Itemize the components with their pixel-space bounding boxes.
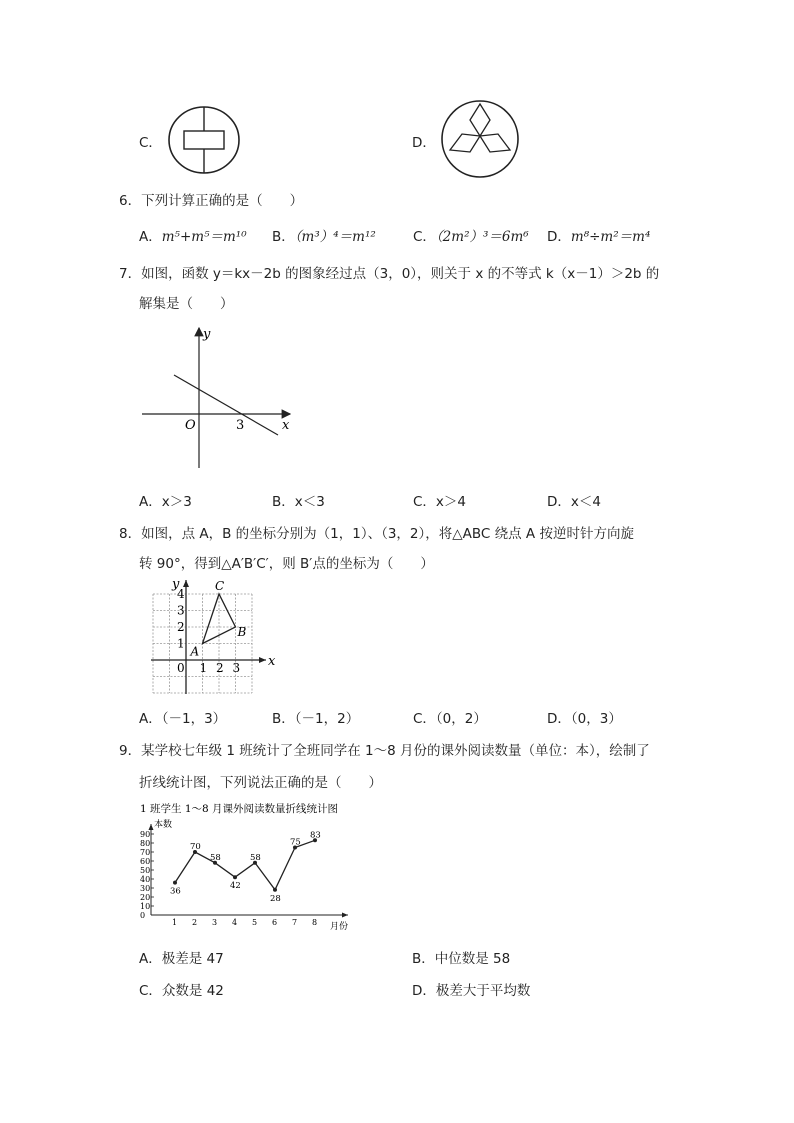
q8-y-tick: 2 bbox=[177, 620, 185, 634]
q8-y-tick: 3 bbox=[177, 603, 185, 618]
q7-stem-line1: 7．如图，函数 y＝kx－2b 的图象经过点（3，0），则关于 x 的不等式 k（x－1）＞2b 的 bbox=[119, 266, 660, 282]
q8-origin-label: 0 bbox=[177, 661, 185, 675]
chart-data-label: 75 bbox=[290, 837, 301, 848]
q9-option-c[interactable]: C．众数是 42 bbox=[139, 983, 224, 999]
chart-data-point bbox=[233, 875, 237, 879]
q7-origin-label: O bbox=[185, 418, 196, 433]
q9-stem-line2: 折线统计图，下列说法正确的是（ ） bbox=[139, 775, 382, 791]
q8-grid-graph bbox=[136, 572, 278, 694]
q5-option-c-label[interactable]: C． bbox=[139, 135, 162, 151]
q8-x-tick: 3 bbox=[232, 661, 241, 675]
q9-option-b[interactable]: B．中位数是 58 bbox=[412, 951, 511, 967]
q8-y-tick: 1 bbox=[177, 636, 185, 651]
chart-data-point bbox=[173, 881, 177, 885]
chart-ylabel: 本数 bbox=[154, 820, 173, 830]
q8-option-c[interactable]: C．（0，2） bbox=[413, 711, 487, 727]
chart-x-tick-label: 3 bbox=[212, 918, 218, 927]
q5-option-d-label[interactable]: D． bbox=[412, 135, 436, 151]
q8-x-tick: 2 bbox=[216, 661, 224, 675]
q7-x-label: x bbox=[282, 418, 290, 433]
q8-stem-line1: 8．如图，点 A，B 的坐标分别为（1，1）、（3，2），将△ABC 绕点 A 按逆时针方向旋 bbox=[119, 526, 634, 542]
q8-point-c-label: C bbox=[215, 579, 225, 593]
chart-xlabel: 月份 bbox=[330, 922, 349, 932]
chart-data-label: 70 bbox=[190, 842, 201, 852]
q8-y-arrow bbox=[183, 580, 189, 587]
q6-option-b[interactable]: B．（m³）⁴＝m¹² bbox=[272, 229, 376, 245]
q8-x-arrow bbox=[259, 657, 266, 663]
chart-x-tick-label: 5 bbox=[252, 918, 258, 927]
chart-x-tick-label: 7 bbox=[292, 918, 298, 927]
q9-option-a[interactable]: A．极差是 47 bbox=[139, 951, 224, 967]
q9-line-chart bbox=[138, 798, 368, 934]
q9-stem-line1: 9．某学校七年级 1 班统计了全班同学在 1～8 月份的课外阅读数量（单位：本），绘制了 bbox=[119, 743, 650, 759]
chart-x-tick-label: 6 bbox=[272, 918, 278, 927]
q8-stem-line2: 转 90°，得到△A′B′C′，则 B′点的坐标为（ ） bbox=[139, 556, 434, 572]
chart-y-tick-label: 0 bbox=[140, 911, 146, 920]
chart-data-point bbox=[273, 888, 277, 892]
chart-x-tick-label: 8 bbox=[312, 918, 318, 927]
q7-y-label: y bbox=[203, 327, 211, 342]
q7-option-b[interactable]: B．x＜3 bbox=[272, 494, 325, 510]
q7-option-c[interactable]: C．x＞4 bbox=[413, 494, 467, 510]
chart-y-tick-label: 50 bbox=[140, 866, 151, 875]
q7-graph bbox=[138, 322, 298, 472]
q5-option-c-figure bbox=[166, 104, 242, 176]
chart-data-label: 28 bbox=[270, 893, 281, 904]
chart-y-tick-label: 70 bbox=[140, 848, 151, 857]
chart-data-label: 36 bbox=[170, 886, 181, 897]
chart-data-label: 58 bbox=[250, 852, 261, 863]
chart-y-tick-label: 20 bbox=[140, 893, 151, 902]
q8-y-label: y bbox=[172, 577, 180, 592]
chart-x-arrow bbox=[342, 913, 348, 918]
chart-data-label: 83 bbox=[310, 830, 321, 841]
chart-data-label: 42 bbox=[230, 881, 241, 892]
chart-y-tick-label: 90 bbox=[140, 830, 151, 839]
chart-title: 1 班学生 1～8 月课外阅读数量折线统计图 bbox=[140, 803, 339, 815]
q5-option-d-figure bbox=[438, 98, 522, 180]
chart-y-tick-label: 10 bbox=[140, 902, 151, 911]
q7-option-d[interactable]: D．x＜4 bbox=[547, 494, 601, 510]
q8-option-d[interactable]: D．（0，3） bbox=[547, 711, 622, 727]
chart-x-tick-label: 2 bbox=[192, 918, 198, 927]
q8-x-tick: 1 bbox=[199, 661, 208, 675]
chart-x-tick-label: 1 bbox=[172, 918, 178, 927]
q7-option-a[interactable]: A．x＞3 bbox=[139, 494, 192, 510]
q8-point-b-label: B bbox=[237, 625, 247, 639]
q6-stem: 6．下列计算正确的是（ ） bbox=[119, 193, 304, 209]
chart-data-label: 58 bbox=[210, 852, 221, 863]
q6-option-d[interactable]: D．m⁸÷m²＝m⁴ bbox=[547, 229, 651, 245]
chart-y-tick-label: 60 bbox=[140, 857, 151, 866]
chart-y-tick-label: 80 bbox=[140, 839, 151, 848]
q7-stem-line2: 解集是（ ） bbox=[139, 296, 234, 312]
q7-tick-3: 3 bbox=[236, 418, 245, 433]
q8-x-label: x bbox=[268, 654, 276, 669]
chart-y-tick-label: 40 bbox=[140, 875, 151, 884]
q8-y-tick: 4 bbox=[177, 587, 185, 601]
q8-point-a-label: A bbox=[190, 644, 200, 659]
q9-option-d[interactable]: D．极差大于平均数 bbox=[412, 983, 531, 999]
q8-option-a[interactable]: A．（－1，3） bbox=[139, 711, 227, 727]
q6-option-c[interactable]: C．（2m²）³＝6m⁶ bbox=[413, 229, 529, 245]
chart-x-tick-label: 4 bbox=[232, 918, 238, 927]
q8-option-b[interactable]: B．（－1，2） bbox=[272, 711, 360, 727]
chart-y-tick-label: 30 bbox=[140, 884, 151, 893]
q6-option-a[interactable]: A．m⁵+m⁵＝m¹⁰ bbox=[139, 229, 247, 245]
